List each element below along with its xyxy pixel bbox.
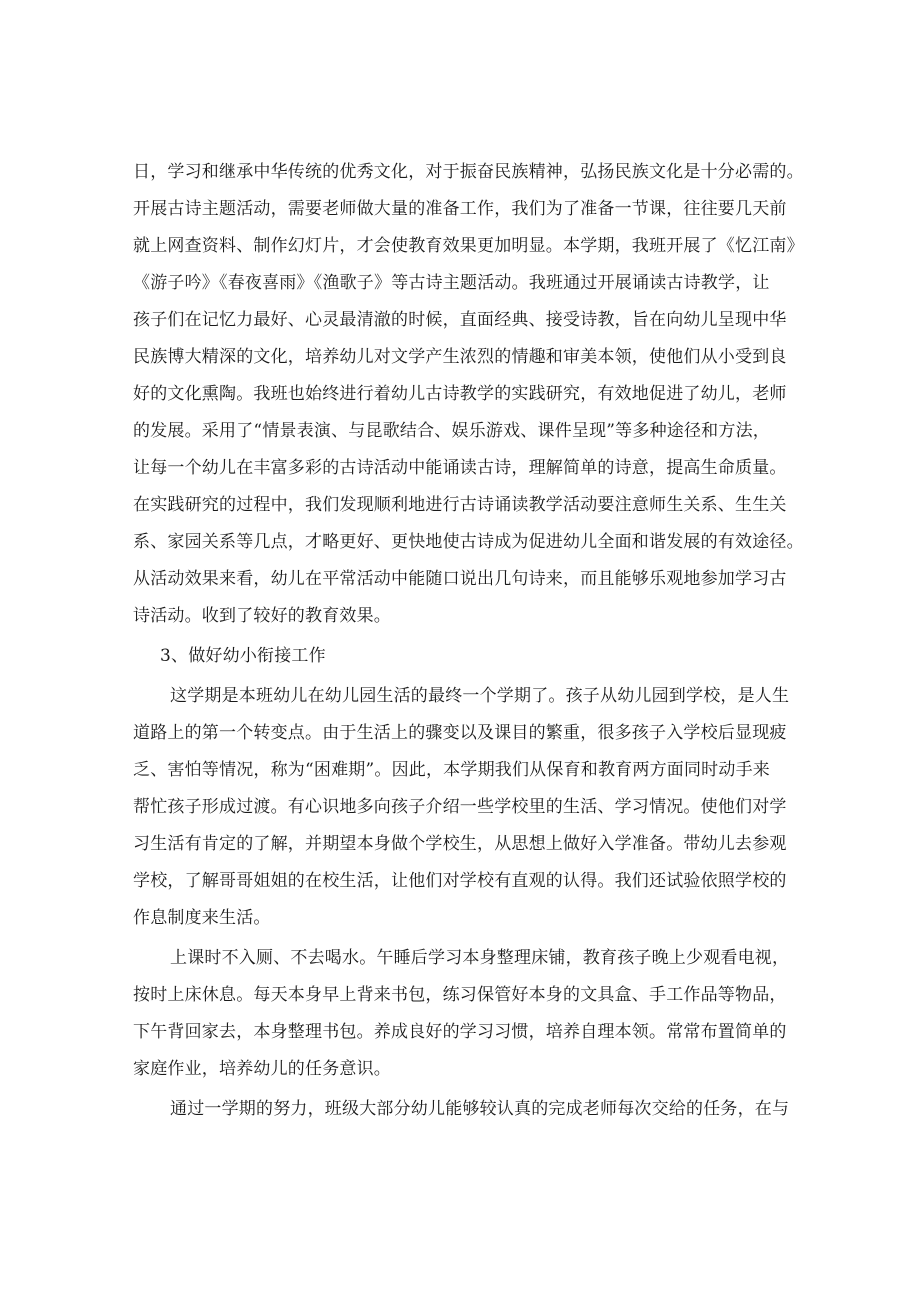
paragraph-line: 开展古诗主题活动，需要老师做大量的准备工作，我们为了准备一节课，往往要几天前	[133, 199, 787, 219]
paragraph-line: 作息制度来生活。	[133, 908, 271, 928]
paragraph-line: 从活动效果来看，幼儿在平常活动中能随口说出几句诗来，而且能够乐观地参加学习古	[133, 569, 787, 589]
paragraph-line: 《游子吟》《春夜喜雨》《渔歌子》等古诗主题活动。我班通过开展诵读古诗教学，让	[133, 273, 770, 293]
paragraph-line: 家庭作业，培养幼儿的任务意识。	[133, 1059, 391, 1079]
paragraph-line: 的发展。采用了“情景表演、与昆歌结合、娱乐游戏、课件呈现”等多种途径和方法，	[133, 421, 770, 441]
paragraph-line: 按时上床休息。每天本身早上背来书包，练习保管好本身的文具盒、手工作品等物品，	[133, 985, 787, 1005]
paragraph-line: 诗活动。收到了较好的教育效果。	[133, 606, 391, 626]
paragraph-line: 日，学习和继承中华传统的优秀文化，对于振奋民族精神，弘扬民族文化是十分必需的。	[133, 162, 804, 182]
section-heading: 3、做好幼小衔接工作	[160, 646, 326, 666]
paragraph-line: 这学期是本班幼儿在幼儿园生活的最终一个学期了。孩子从幼儿园到学校，是人生	[170, 686, 790, 706]
paragraph-line: 乏、害怕等情况，称为“困难期”。因此，本学期我们从保育和教育两方面同时动手来	[133, 760, 770, 780]
paragraph-line: 下午背回家去，本身整理书包。养成良好的学习习惯，培养自理本领。常常布置简单的	[133, 1022, 787, 1042]
paragraph-line: 民族博大精深的文化，培养幼儿对文学产生浓烈的情趣和审美本领，使他们从小受到良	[133, 347, 787, 367]
paragraph-line: 让每一个幼儿在丰富多彩的古诗活动中能诵读古诗，理解简单的诗意，提高生命质量。	[133, 458, 787, 478]
paragraph-line: 系、家园关系等几点，才略更好、更快地使古诗成为促进幼儿全面和谐发展的有效途径。	[133, 532, 804, 552]
paragraph-line: 通过一学期的努力，班级大部分幼儿能够较认真的完成老师每次交给的任务，在与	[170, 1099, 790, 1119]
paragraph-line: 就上网查资料、制作幻灯片，才会使教育效果更加明显。本学期，我班开展了《忆江南》	[133, 236, 804, 256]
paragraph-line: 上课时不入厕、不去喝水。午睡后学习本身整理床铺，教育孩子晚上少观看电视，	[170, 948, 790, 968]
paragraph-line: 习生活有肯定的了解，并期望本身做个学校生，从思想上做好入学准备。带幼儿去参观	[133, 834, 787, 854]
paragraph-line: 好的文化熏陶。我班也始终进行着幼儿古诗教学的实践研究，有效地促进了幼儿，老师	[133, 384, 787, 404]
paragraph-line: 学校，了解哥哥姐姐的在校生活，让他们对学校有直观的认得。我们还试验依照学校的	[133, 871, 787, 891]
paragraph-line: 孩子们在记忆力最好、心灵最清澈的时候，直面经典、接受诗教，旨在向幼儿呈现中华	[133, 310, 787, 330]
paragraph-line: 道路上的第一个转变点。由于生活上的骤变以及课目的繁重，很多孩子入学校后显现疲	[133, 723, 787, 743]
paragraph-line: 在实践研究的过程中，我们发现顺利地进行古诗诵读教学活动要注意师生关系、生生关	[133, 495, 787, 515]
paragraph-line: 帮忙孩子形成过渡。有心识地多向孩子介绍一些学校里的生活、学习情况。使他们对学	[133, 797, 787, 817]
